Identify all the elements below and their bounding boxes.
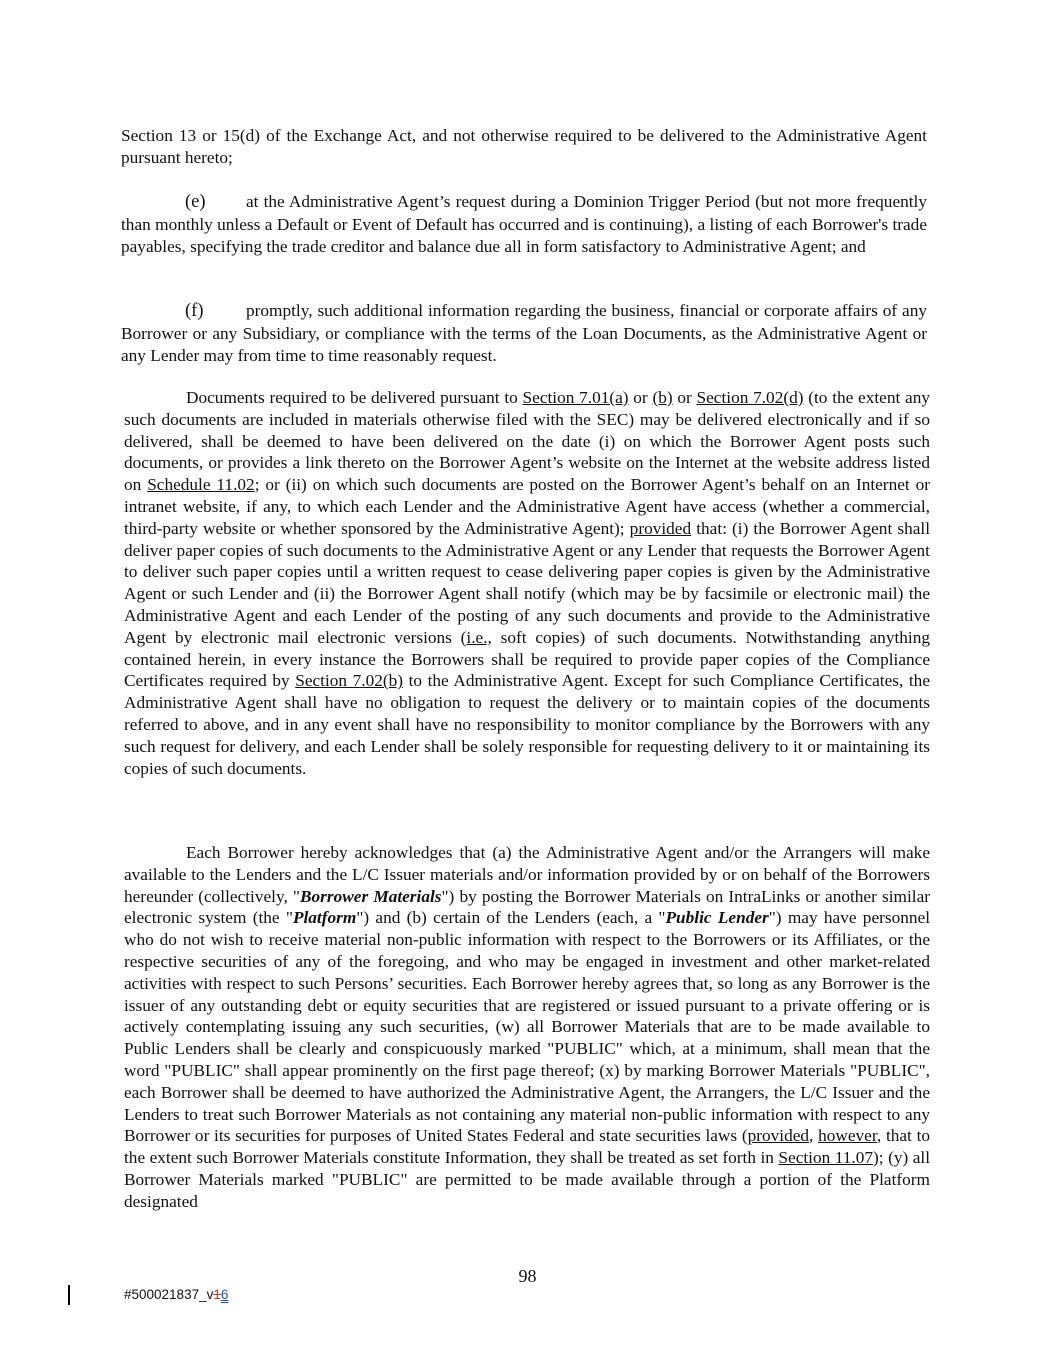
paragraph-borrower-acknowledgement bbox=[124, 842, 930, 1213]
text-run: , that to the extent such Borrower Materials constitute Information, they shall be treated as set forth in bbox=[124, 1126, 931, 1168]
paragraph-text: promptly, such additional information regarding the business, financial or corporate affairs of any Borrower or any Subsidiary, or compliance with the terms of the Loan Documents, as the Administrative Agent or any Lender may from time to time reasonably request. bbox=[121, 301, 927, 365]
section-ref-7-01-a: Section 7.01(a) bbox=[522, 388, 629, 407]
text-run: Documents required to be delivered pursuant to bbox=[186, 388, 523, 407]
term-provided: provided bbox=[629, 518, 692, 538]
text-run: or bbox=[628, 388, 653, 407]
paragraph-f bbox=[121, 300, 927, 366]
schedule-ref-11-02: Schedule 11.02 bbox=[147, 475, 255, 495]
section-ref-b: (b) bbox=[652, 388, 673, 407]
text-run: , bbox=[809, 1126, 819, 1146]
text-run: (to the extent any such documents are included in materials otherwise filed with the SEC) may be delivered electronically and if so delivered, shall be deemed to have been delivered on the date (i) on which the Borrower Agent posts such documents, or provides a link thereto on the Borrower Agent’s website on the Internet at the website address listed on bbox=[124, 388, 930, 495]
revision-change-bar bbox=[68, 1285, 70, 1305]
page-number: 98 bbox=[518, 1266, 537, 1286]
term-however: however bbox=[818, 1126, 877, 1146]
list-label-e: (e) bbox=[185, 192, 206, 212]
text-run: to the Administrative Agent. Except for such Compliance Certificates, the Administrative Agent shall have no obligation to request the delivery or to maintain copies of the documents referred to above, and in any event shall have no responsibility to monitor compliance by the Borrowers with any such request for delivery, and each Lender shall be solely responsible for requesting delivery to it or maintaining its copies of such documents. bbox=[124, 671, 930, 778]
document-id bbox=[124, 1286, 228, 1304]
document-id-deleted-version: 1 bbox=[213, 1287, 221, 1302]
section-ref-11-07: Section 11.07 bbox=[778, 1148, 874, 1168]
document-id-inserted-version: 6 bbox=[220, 1287, 229, 1302]
list-label-f: (f) bbox=[185, 301, 204, 321]
text-run: that: (i) the Borrower Agent shall deliver paper copies of such documents to the Administrative Agent or any Lender that requests the Borrower Agent to deliver such paper copies until a written request to cease delivering paper copies is given by the Administrative Agent or such Lender and (ii) the Borrower Agent shall notify (which may be by facsimile or electronic mail) the Administrative Agent and each Lender of the posting of any such documents and provide to the Administrative Agent by electronic mail electronic versions ( bbox=[124, 518, 930, 647]
paragraph-text: Section 13 or 15(d) of the Exchange Act, and not otherwise required to be delivered to the Administrative Agent pursuant hereto; bbox=[121, 126, 927, 167]
document-id-prefix: #500021837_v bbox=[124, 1287, 214, 1302]
section-ref-7-02-b: Section 7.02(b) bbox=[295, 671, 404, 691]
paragraph-e bbox=[121, 191, 927, 257]
text-run: or bbox=[672, 388, 697, 407]
paragraph-continuation bbox=[121, 125, 927, 169]
text-run: ") may have personnel who do not wish to receive material non-public information with respect to the Borrowers or its Affiliates, or the respective securities of any of the foregoing, and who may be engaged in investment and other market-related activities with respect to such Persons’ securities. Each Borrower hereby agrees that, so long as any Borrower is the issuer of any outstanding debt or equity securities that are registered or issued pursuant to a private offering or is actively contemplating issuing any such securities, (w) all Borrower Materials that are to be made available to Public Lenders shall be clearly and conspicuously marked "PUBLIC" which, at a minimum, shall mean that the word "PUBLIC" shall appear prominently on the first page thereof; (x) by marking Borrower Materials "PUBLIC", each Borrower shall be deemed to have authorized the Administrative Agent, the Arrangers, the L/C Issuer and the Lenders to treat such Borrower Materials as not containing any material non-public information with respect to any Borrower or its securities for purposes of United States Federal and state securities laws ( bbox=[124, 908, 930, 1146]
paragraph-text: at the Administrative Agent’s request during a Dominion Trigger Period (but not more frequently than monthly unless a Default or Event of Default has occurred and is continuing), a listing of each Borrower's trade payables, specifying the trade creditor and balance due all in form satisfactory to Administrative Agent; and bbox=[121, 192, 927, 256]
section-ref-7-02-d: Section 7.02(d) bbox=[696, 388, 804, 407]
text-run: ") and (b) certain of the Lenders (each, a " bbox=[356, 908, 666, 928]
text-run: ; or (ii) on which such documents are posted on the Borrower Agent’s behalf on an Internet or intranet website, if any, to which each Lender and the Administrative Agent have access (whether a commercial, third-party website or whether sponsored by the Administrative Agent); bbox=[124, 475, 930, 538]
term-provided: provided bbox=[747, 1126, 810, 1146]
term-ie: i.e., bbox=[466, 627, 492, 647]
text-run: soft copies) of such documents. Notwithstanding anything contained herein, in every instance the Borrowers shall be required to provide paper copies of the Compliance Certificates required by bbox=[124, 627, 930, 691]
defined-term-platform: Platform bbox=[292, 908, 357, 928]
text-run: ); (y) all Borrower Materials marked "PUBLIC" are permitted to be made available through a portion of the Platform designated bbox=[124, 1148, 930, 1211]
text-run: Each Borrower hereby acknowledges that (a) the Administrative Agent and/or the Arrangers will make available to the Lenders and the L/C Issuer materials and/or information provided by or on behalf of the Borrowers hereunder (collectively, " bbox=[124, 843, 930, 906]
defined-term-borrower-materials: Borrower Materials bbox=[300, 886, 442, 906]
defined-term-public-lender: Public Lender bbox=[665, 908, 769, 928]
paragraph-documents-delivery bbox=[124, 387, 930, 779]
text-run: ") by posting the Borrower Materials on IntraLinks or another similar electronic system (the " bbox=[124, 886, 931, 928]
